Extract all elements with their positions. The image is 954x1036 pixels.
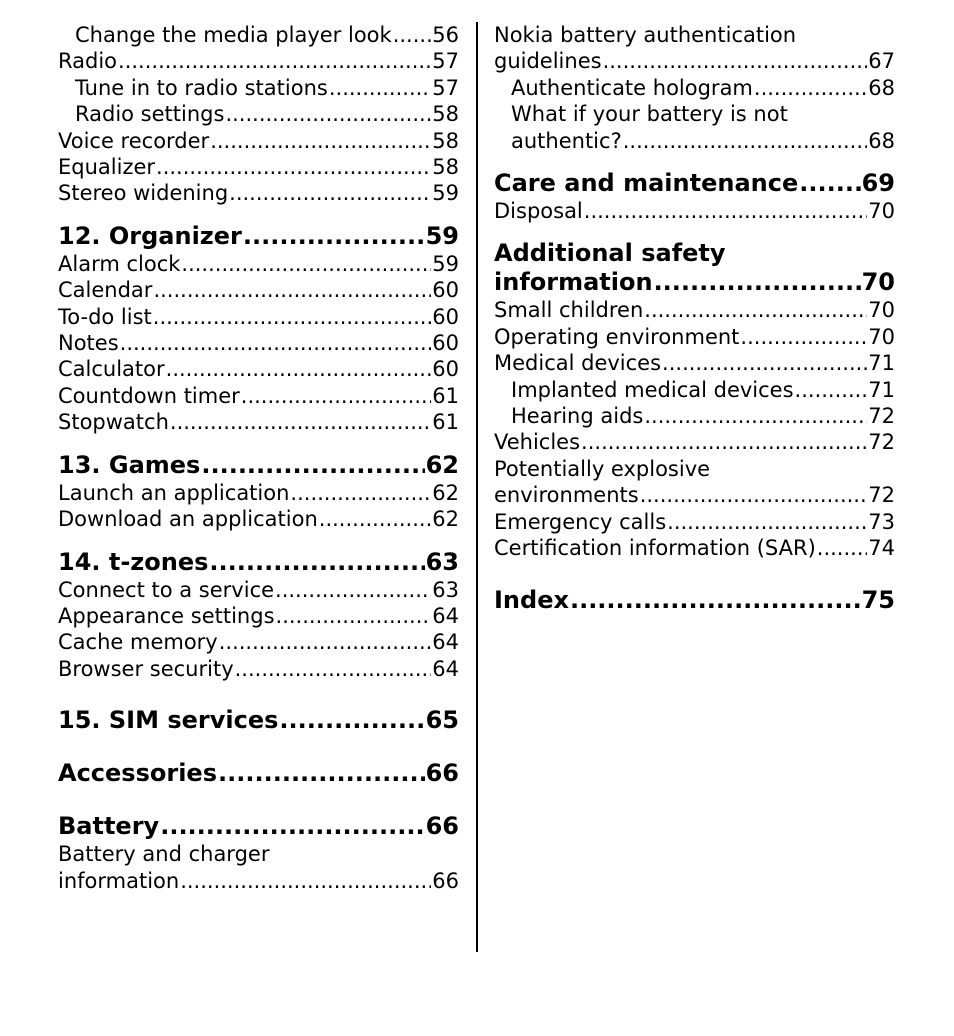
dot-leader (210, 128, 431, 154)
dot-leader (153, 277, 431, 303)
page-number: 60 (432, 278, 459, 303)
page-number: 61 (432, 383, 459, 408)
toc-entry-potentially-explosive[interactable] (494, 456, 895, 509)
toc-entry-title-continued: information (58, 868, 180, 893)
toc-entry-title: Index (494, 585, 569, 614)
toc-entry-battery-and-charger[interactable] (58, 841, 459, 894)
toc-entry-title: 12. Organizer (58, 221, 242, 250)
dot-leader (225, 101, 431, 127)
page-number: 64 (432, 656, 459, 681)
page-number: 67 (868, 49, 895, 74)
toc-entry-title: Medical devices (494, 351, 662, 376)
page-number: 58 (432, 155, 459, 180)
toc-entry-title: Small children (494, 298, 644, 323)
page-number: 64 (432, 603, 459, 628)
toc-entry-15-sim-services[interactable] (58, 706, 459, 735)
dot-leader (279, 706, 424, 735)
toc-entry-title: Launch an application (58, 480, 290, 505)
toc-entry-voice-recorder[interactable] (58, 128, 459, 154)
toc-entry-title: 15. SIM services (58, 706, 279, 735)
toc-column-right (494, 22, 895, 615)
toc-entry-title: Voice recorder (58, 128, 210, 153)
toc-entry-to-do-list[interactable] (58, 304, 459, 330)
page-number: 62 (432, 507, 459, 532)
toc-entry-title: Emergency calls (494, 509, 667, 534)
page-number: 60 (432, 357, 459, 382)
page-number: 73 (868, 509, 895, 534)
toc-entry-14-t-zones[interactable] (58, 548, 459, 577)
toc-entry-what-if-your-battery-is-not[interactable] (494, 101, 895, 154)
toc-entry-title: Stereo widening (58, 181, 229, 206)
toc-entry-implanted-medical-devices[interactable] (494, 377, 895, 403)
page-number: 59 (432, 181, 459, 206)
page-number: 71 (868, 351, 895, 376)
toc-entry-small-children[interactable] (494, 297, 895, 323)
page-number: 74 (868, 536, 895, 561)
page-number: 70 (868, 298, 895, 323)
column-divider (476, 22, 478, 952)
dot-leader (218, 759, 425, 788)
toc-entry-connect-to-a-service[interactable] (58, 577, 459, 603)
dot-leader (276, 603, 432, 629)
toc-entry-title: Accessories (58, 759, 217, 788)
toc-entry-browser-security[interactable] (58, 656, 459, 682)
page-number: 63 (425, 547, 459, 576)
dot-leader (275, 577, 431, 603)
dot-leader (644, 403, 867, 429)
toc-entry-title: Download an application (58, 507, 318, 532)
toc-entry-emergency-calls[interactable] (494, 509, 895, 535)
toc-entry-operating-environment[interactable] (494, 324, 895, 350)
dot-leader (235, 656, 432, 682)
toc-entry-equalizer[interactable] (58, 154, 459, 180)
toc-entry-certification-information-sar[interactable] (494, 535, 895, 561)
toc-entry-title: Authenticate hologram (511, 75, 753, 100)
dot-leader (584, 198, 867, 224)
page-number: 72 (868, 483, 895, 508)
toc-entry-title: Certification information (SAR) (494, 536, 816, 561)
toc-entry-index[interactable] (494, 586, 895, 615)
dot-leader (166, 356, 432, 382)
dot-leader (799, 169, 860, 198)
dot-leader (667, 509, 867, 535)
toc-entry-title: Care and maintenance (494, 169, 799, 198)
toc-entry-title: Additional safety (494, 239, 726, 268)
dot-leader (603, 48, 868, 74)
dot-leader (654, 268, 861, 297)
toc-entry-appearance-settings[interactable] (58, 603, 459, 629)
page-number: 72 (868, 430, 895, 455)
toc-entry-title: 14. t-zones (58, 547, 209, 576)
toc-entry-nokia-battery-authentication[interactable] (494, 22, 895, 75)
dot-leader (319, 506, 432, 532)
toc-entry-notes[interactable] (58, 330, 459, 356)
toc-entry-title: 13. Games (58, 450, 201, 479)
toc-entry-title: Disposal (494, 199, 583, 224)
page-number: 70 (861, 268, 895, 297)
toc-entry-medical-devices[interactable] (494, 350, 895, 376)
dot-leader (181, 251, 431, 277)
toc-entry-download-an-application[interactable] (58, 506, 459, 532)
page-number: 70 (868, 324, 895, 349)
page-number: 60 (432, 304, 459, 329)
page-number: 61 (432, 410, 459, 435)
toc-entry-calculator[interactable] (58, 356, 459, 382)
toc-entry-title: Change the media player look (75, 23, 392, 47)
toc-entry-hearing-aids[interactable] (494, 403, 895, 429)
toc-entry-accessories[interactable] (58, 759, 459, 788)
toc-entry-title: Radio settings (75, 102, 225, 127)
dot-leader (623, 128, 868, 154)
page-number: 63 (432, 577, 459, 602)
dot-leader (329, 75, 431, 101)
toc-entry-13-games[interactable] (58, 451, 459, 480)
toc-entry-title: Notes (58, 331, 119, 356)
page-number: 64 (432, 630, 459, 655)
toc-entry-title: Potentially explosive (494, 456, 711, 481)
page-number: 68 (868, 75, 895, 100)
page-number: 66 (432, 868, 459, 893)
dot-leader (180, 868, 431, 894)
toc-entry-stopwatch[interactable] (58, 409, 459, 435)
toc-entry-title: Calculator (58, 357, 165, 382)
page-number: 58 (432, 128, 459, 153)
dot-leader (570, 586, 861, 615)
toc-entry-stereo-widening[interactable] (58, 180, 459, 206)
dot-leader (581, 429, 867, 455)
dot-leader (795, 377, 868, 403)
dot-leader (740, 324, 867, 350)
toc-entry-title: Equalizer (58, 155, 156, 180)
toc-entry-title: To-do list (58, 304, 152, 329)
toc-entry-title: Connect to a service (58, 577, 275, 602)
dot-leader (290, 480, 431, 506)
toc-entry-title: Stopwatch (58, 410, 169, 435)
dot-leader (201, 451, 424, 480)
toc-entry-alarm-clock[interactable] (58, 251, 459, 277)
dot-leader (640, 482, 868, 508)
toc-entry-title: Tune in to radio stations (75, 75, 328, 100)
toc-entry-12-organizer[interactable] (58, 222, 459, 251)
dot-leader (156, 154, 431, 180)
toc-entry-disposal[interactable] (494, 198, 895, 224)
toc-entry-title: Alarm clock (58, 251, 181, 276)
dot-leader (243, 222, 425, 251)
dot-leader (644, 297, 867, 323)
toc-entry-authenticate-hologram[interactable] (494, 75, 895, 101)
toc-entry-title: Nokia battery authentication (494, 23, 797, 47)
toc-entry-radio-settings[interactable] (58, 101, 459, 127)
toc-entry-title-continued: authentic? (511, 128, 622, 153)
dot-leader (817, 535, 867, 561)
toc-entry-title: Vehicles (494, 430, 581, 455)
toc-entry-title: Operating environment (494, 324, 740, 349)
dot-leader (754, 75, 867, 101)
page-number: 57 (432, 75, 459, 100)
page-number: 66 (425, 812, 459, 841)
toc-entry-title: Implanted medical devices (511, 377, 794, 402)
toc-entry-care-and-maintenance[interactable] (494, 169, 895, 198)
page-number: 69 (861, 169, 895, 198)
page-number: 60 (432, 331, 459, 356)
page-number: 68 (868, 128, 895, 153)
toc-entry-additional-safety[interactable] (494, 239, 895, 297)
dot-leader (229, 180, 431, 206)
toc-entry-vehicles[interactable] (494, 429, 895, 455)
dot-leader (393, 22, 432, 48)
page-number: 70 (868, 199, 895, 224)
toc-entry-title: Appearance settings (58, 603, 275, 628)
page-number: 71 (868, 377, 895, 402)
toc-entry-title: Battery (58, 812, 160, 841)
dot-leader (153, 304, 431, 330)
dot-leader (160, 812, 424, 841)
toc-entry-tune-in-to-radio-stations[interactable] (58, 75, 459, 101)
page-number: 56 (432, 23, 459, 47)
page-number: 75 (861, 585, 895, 614)
page-number: 66 (425, 759, 459, 788)
toc-column-left (58, 22, 459, 894)
toc-entry-title: Calendar (58, 278, 153, 303)
toc-entry-title: Browser security (58, 656, 234, 681)
toc-entry-battery[interactable] (58, 812, 459, 841)
page-number: 57 (432, 49, 459, 74)
toc-entry-title: Countdown timer (58, 383, 240, 408)
toc-entry-title: What if your battery is not (511, 102, 788, 127)
toc-entry-title-continued: information (494, 268, 653, 297)
toc-entry-change-the-media-player-look[interactable] (58, 22, 459, 48)
page-number: 59 (425, 221, 459, 250)
dot-leader (209, 548, 424, 577)
toc-entry-cache-memory[interactable] (58, 629, 459, 655)
toc-entry-title-continued: environments (494, 483, 639, 508)
toc-entry-radio[interactable] (58, 48, 459, 74)
toc-entry-launch-an-application[interactable] (58, 480, 459, 506)
toc-entry-title: Hearing aids (511, 404, 644, 429)
toc-entry-title: Cache memory (58, 630, 218, 655)
toc-entry-countdown-timer[interactable] (58, 383, 459, 409)
page-number: 72 (868, 404, 895, 429)
dot-leader (219, 629, 432, 655)
page-number: 59 (432, 251, 459, 276)
toc-entry-title-continued: guidelines (494, 49, 602, 74)
page-number: 62 (432, 480, 459, 505)
page-number: 62 (425, 450, 459, 479)
toc-entry-title: Battery and charger (58, 842, 270, 867)
toc-entry-calendar[interactable] (58, 277, 459, 303)
page-number: 58 (432, 102, 459, 127)
dot-leader (120, 330, 432, 356)
dot-leader (662, 350, 867, 376)
toc-entry-title: Radio (58, 49, 118, 74)
page-number: 65 (425, 706, 459, 735)
dot-leader (118, 48, 431, 74)
dot-leader (241, 383, 431, 409)
dot-leader (170, 409, 431, 435)
